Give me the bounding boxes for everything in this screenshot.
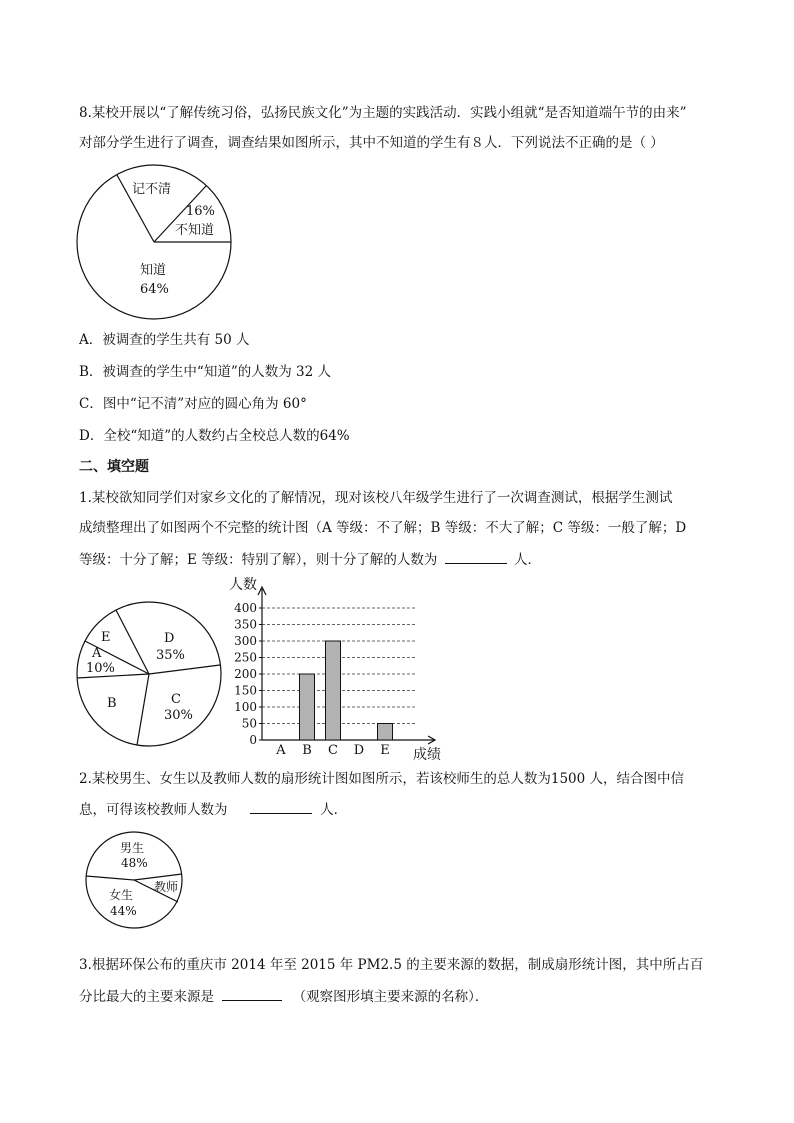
q1-line-1: 1.某校欲知同学们对家乡文化的了解情况，现对该校八年级学生进行了一次调查测试，根据学生测试 xyxy=(79,490,673,506)
y-axis-label: 人数 xyxy=(229,577,257,593)
q1-line-3-text: 等级：十分了解；E 等级：特别了解），则十分了解的人数为 xyxy=(79,552,438,568)
q1-pie-label-e: E xyxy=(101,630,111,645)
section-heading: 二、填空题 xyxy=(79,459,149,475)
x-tick-label: E xyxy=(380,743,390,758)
q8-option-b: B．被调查的学生中“知道”的人数为 32 人 xyxy=(79,364,331,380)
q2-pie-pct-female: 44% xyxy=(110,904,137,918)
q8-pie-pct-dontknow: 16% xyxy=(186,204,215,219)
q1-bar-chart xyxy=(225,575,450,765)
y-tick-label: 300 xyxy=(234,634,257,648)
y-tick-label: 0 xyxy=(249,733,257,747)
bar-E xyxy=(378,724,393,741)
x-tick-label: B xyxy=(302,743,312,758)
x-tick-label: A xyxy=(276,743,286,758)
q1-line-3 xyxy=(79,549,541,570)
q2-line-2-end: 人． xyxy=(320,802,348,818)
q3-line-2 xyxy=(79,986,488,1007)
q3-line-2-text: 分比最大的主要来源是 xyxy=(79,989,214,1005)
y-tick-label: 350 xyxy=(234,617,257,632)
q1-pie-label-c: C xyxy=(171,692,181,707)
q2-pie-chart xyxy=(82,830,192,930)
q1-pie-chart xyxy=(75,597,227,749)
q2-pie-label-teacher: 教师 xyxy=(154,880,179,894)
q3-answer-blank[interactable] xyxy=(222,986,282,1001)
q8-pie-label-know: 知道 xyxy=(140,263,167,278)
q3-line-2-end: （观察图形填主要来源的名称）． xyxy=(292,989,489,1005)
q1-answer-blank[interactable] xyxy=(445,549,507,564)
q8-option-d: D．全校“知道”的人数约占全校总人数的64% xyxy=(79,428,350,444)
q8-option-c: C．图中“记不清”对应的圆心角为 60° xyxy=(79,396,307,412)
q2-pie-label-male: 男生 xyxy=(120,841,145,855)
y-tick-label: 150 xyxy=(234,683,257,698)
q1-pie-pct-d: 35% xyxy=(156,648,185,663)
q1-pie-label-b: B xyxy=(107,696,117,711)
q1-pie-label-d: D xyxy=(164,631,175,646)
q1-pie-pct-a: 10% xyxy=(86,661,115,676)
q8-line-1: 8.某校开展以“了解传统习俗，弘扬民族文化”为主题的实践活动．实践小组就“是否知道端午节的由来” xyxy=(79,105,687,121)
q8-pie-pct-know: 64% xyxy=(140,282,169,297)
y-tick-label: 200 xyxy=(234,667,257,681)
q8-pie-label-dontknow: 不知道 xyxy=(175,223,215,238)
x-tick-label: D xyxy=(353,743,365,758)
q8-line-2: 对部分学生进行了调查，调查结果如图所示，其中不知道的学生有８人．下列说法不正确的是（ ） xyxy=(79,135,664,151)
q1-line-3-end: 人． xyxy=(514,552,541,568)
q2-line-1: 2.某校男生、女生以及教师人数的扇形统计图如图所示，若该校师生的总人数为1500 人，结合图中信 xyxy=(79,771,685,787)
y-tick-label: 50 xyxy=(241,716,257,731)
q1-line-2: 成绩整理出了如图两个不完整的统计图（A 等级：不了解；B 等级：不大了解；C 等级：一般了解；D xyxy=(79,520,687,536)
bar-B xyxy=(300,674,315,740)
q1-pie-label-a: A xyxy=(92,646,102,661)
bar-C xyxy=(326,641,341,740)
q2-pie-label-female: 女生 xyxy=(109,888,134,902)
y-tick-label: 250 xyxy=(234,650,257,665)
q8-option-a: A．被调查的学生共有 50 人 xyxy=(79,332,250,348)
q2-pie-pct-male: 48% xyxy=(121,856,148,870)
q8-pie-chart xyxy=(70,160,240,320)
q2-line-2 xyxy=(79,799,347,820)
y-tick-label: 400 xyxy=(234,601,257,615)
x-tick-label: C xyxy=(328,743,338,758)
q2-answer-blank[interactable] xyxy=(250,799,312,814)
q3-line-1: 3.根据环保公布的重庆市 2014 年至 2015 年 PM2.5 的主要来源的数据，制成扇形统计图，其中所占百 xyxy=(79,957,704,973)
q1-pie-pct-c: 30% xyxy=(164,708,193,723)
q8-pie-label-forgot: 记不清 xyxy=(132,182,172,197)
y-tick-label: 100 xyxy=(234,700,257,714)
x-axis-label: 成绩 xyxy=(413,747,441,763)
q2-line-2-text: 息，可得该校教师人数为 xyxy=(79,802,228,818)
